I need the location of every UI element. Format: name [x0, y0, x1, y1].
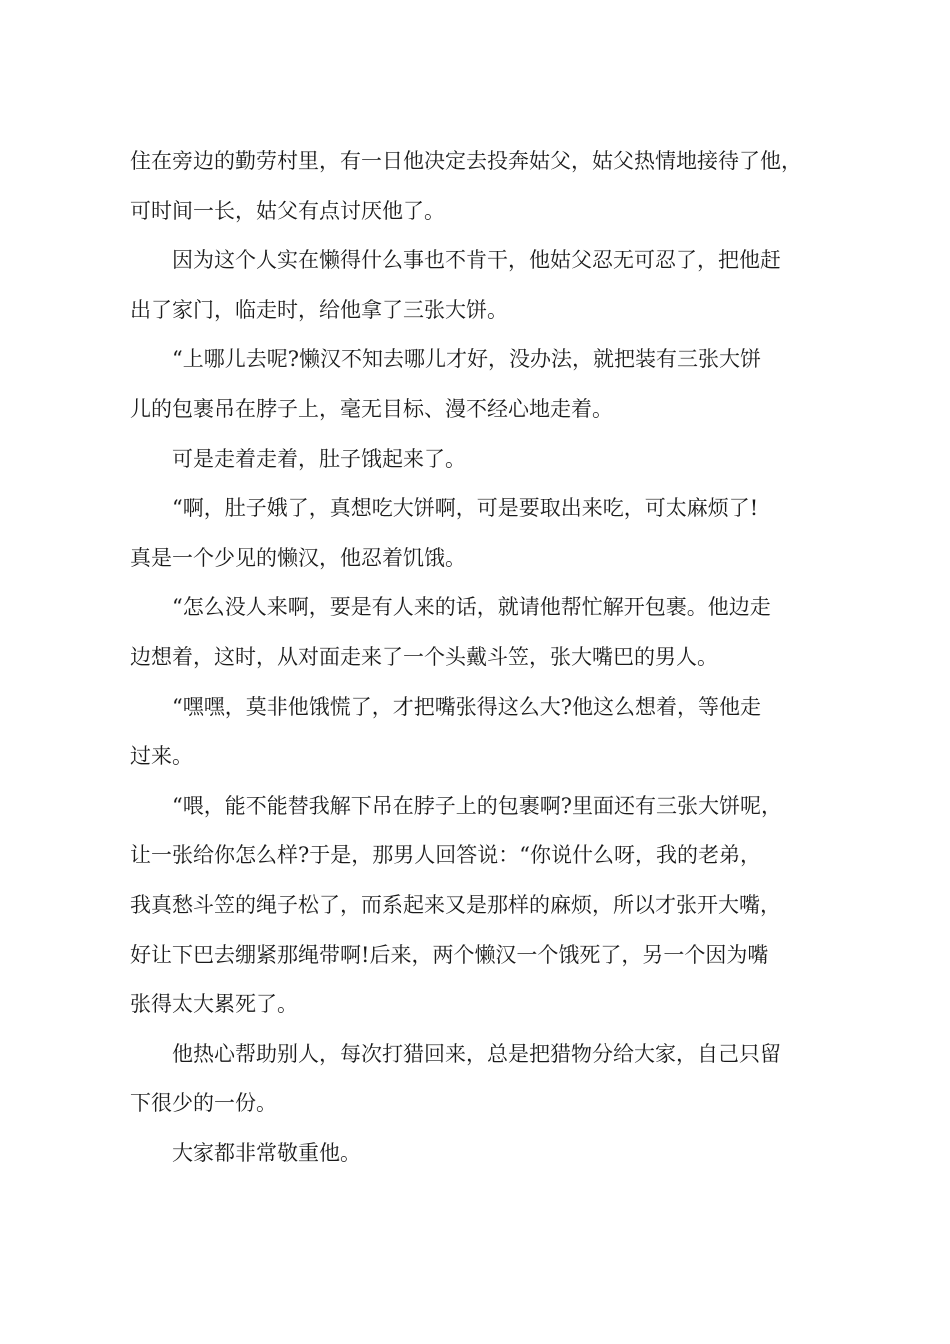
- text-line: 出了家门，临走时，给他拿了三张大饼。: [130, 297, 508, 322]
- text-line: 因为这个人实在懒得什么事也不肯干，他姑父忍无可忍了，把他赶: [172, 248, 781, 273]
- text-line: 下很少的一份。: [130, 1091, 277, 1116]
- text-line: 住在旁边的勤劳村里，有一日他决定去投奔姑父，姑父热情地接待了他，: [130, 149, 802, 173]
- document-body: [130, 144, 830, 1185]
- text-line: 他热心帮助别人，每次打猎回来，总是把猎物分给大家，自己只留: [172, 1041, 781, 1066]
- text-line: “上哪儿去呢?懒汉不知去哪儿才好，没办法，就把装有三张大饼: [172, 347, 761, 372]
- text-line: 让一张给你怎么样?于是，那男人回答说：“你说什么呀，我的老弟，: [130, 843, 761, 868]
- text-line: “嘿嘿，莫非他饿慌了，才把嘴张得这么大?他这么想着，等他走: [172, 694, 761, 719]
- text-line: 儿的包裹吊在脖子上，毫无目标、漫不经心地走着。: [130, 396, 613, 421]
- text-line: 可时间一长，姑父有点讨厌他了。: [130, 198, 445, 223]
- text-line: “怎么没人来啊，要是有人来的话，就请他帮忙解开包裹。他边走: [172, 595, 771, 620]
- text-line: 可是走着走着，肚子饿起来了。: [172, 446, 466, 471]
- text-line: 大家都非常敬重他。: [172, 1140, 361, 1165]
- text-line: 过来。: [130, 744, 193, 769]
- text-line: 真是一个少见的懒汉，他忍着饥饿。: [130, 545, 466, 570]
- text-line: 张得太大累死了。: [130, 992, 298, 1017]
- text-line: 好让下巴去绷紧那绳带啊!后来，两个懒汉一个饿死了，另一个因为嘴: [130, 942, 769, 967]
- text-line: 我真愁斗笠的绳子松了，而系起来又是那样的麻烦，所以才张开大嘴，: [130, 892, 781, 917]
- text-line: “喂，能不能替我解下吊在脖子上的包裹啊?里面还有三张大饼呢，: [172, 793, 782, 818]
- text-line: 边想着，这时，从对面走来了一个头戴斗笠，张大嘴巴的男人。: [130, 644, 718, 669]
- text-line: “啊，肚子娥了，真想吃大饼啊，可是要取出来吃，可太麻烦了!: [172, 496, 759, 521]
